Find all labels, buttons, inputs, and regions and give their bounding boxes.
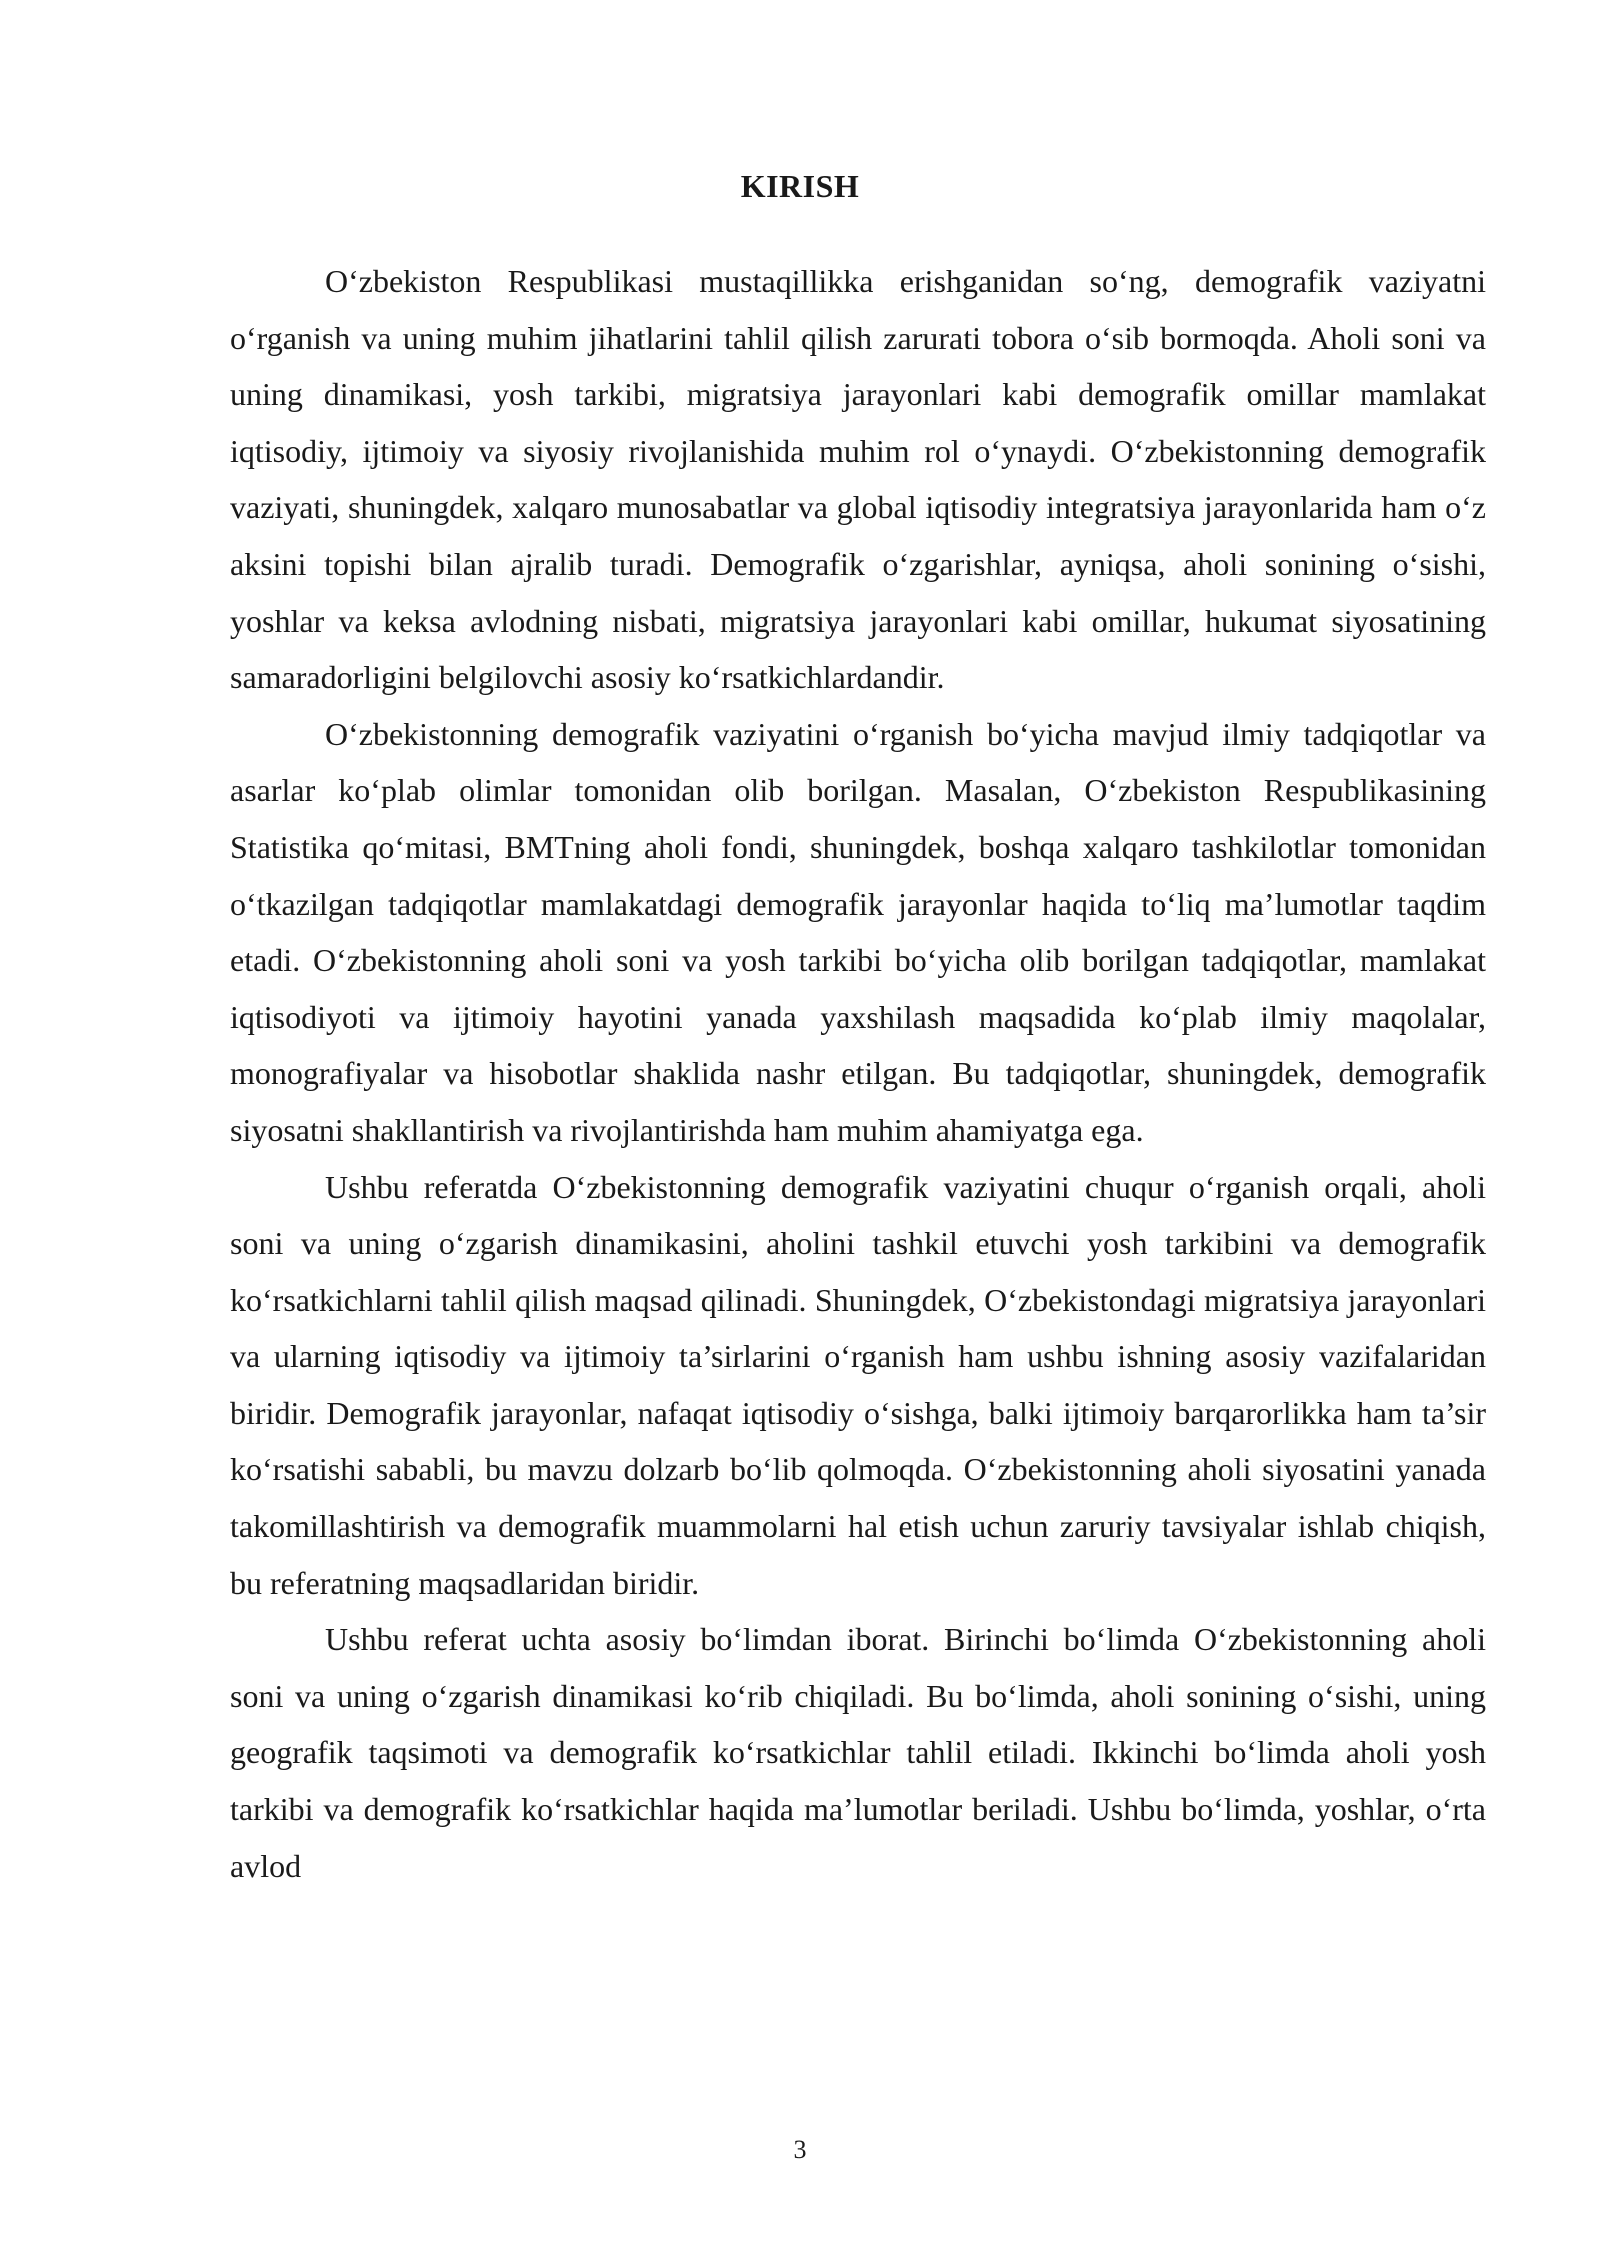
page-title: KIRISH [740, 168, 860, 204]
page-number: 3 [793, 2135, 807, 2164]
paragraph-3: Ushbu referatda O‘zbekistonning demografik vaziyatini chuqur o‘rganish orqali, aholi soni va uning o‘zgarish dinamikasini, aholini tashkil etuvchi yosh tarkibini va demografik ko‘rsatkichlarni tahlil qilish maqsad qilinadi. Shuningdek, O‘zbekistondagi migratsiya jarayonlari va ularning iqtisodiy va ijtimoiy ta’sirlarini o‘rganish ham ushbu ishning asosiy vazifalaridan biridir. Demografik jarayonlar, nafaqat iqtisodiy o‘sishga, balki ijtimoiy barqarorlikka ham ta’sir ko‘rsatishi sababli, bu mavzu dolzarb bo‘lib qolmoqda. O‘zbekistonning aholi siyosatini yanada takomillashtirish va demografik muammolarni hal etish uchun zaruriy tavsiyalar ishlab chiqish, bu referatning maqsadlaridan biridir. [230, 1168, 1486, 1601]
paragraph-1: O‘zbekiston Respublikasi mustaqillikka erishganidan so‘ng, demografik vaziyatni o‘rganish va uning muhim jihatlarini tahlil qilish zarurati tobora o‘sib bormoqda. Aholi soni va uning dinamikasi, yosh tarkibi, migratsiya jarayonlari kabi demografik omillar mamlakat iqtisodiy, ijtimoiy va siyosiy rivojlanishida muhim rol o‘ynaydi. O‘zbekistonning demografik vaziyati, shuningdek, xalqaro munosabatlar va global iqtisodiy integratsiya jarayonlarida ham o‘z aksini topishi bilan ajralib turadi. Demografik o‘zgarishlar, ayniqsa, aholi sonining o‘sishi, yoshlar va keksa avlodning nisbati, migratsiya jarayonlari kabi omillar, hukumat siyosatining samaradorligini belgilovchi asosiy ko‘rsatkichlardandir. [230, 263, 1486, 696]
paragraph-2: O‘zbekistonning demografik vaziyatini o‘rganish bo‘yicha mavjud ilmiy tadqiqotlar va asarlar ko‘plab olimlar tomonidan olib borilgan. Masalan, O‘zbekiston Respublikasining Statistika qo‘mitasi, BMTning aholi fondi, shuningdek, boshqa xalqaro tashkilotlar tomonidan o‘tkazilgan tadqiqotlar mamlakatdagi demografik jarayonlar haqida to‘liq ma’lumotlar taqdim etadi. O‘zbekistonning aholi soni va yosh tarkibi bo‘yicha olib borilgan tadqiqotlar, mamlakat iqtisodiyoti va ijtimoiy hayotini yanada yaxshilash maqsadida ko‘plab ilmiy maqolalar, monografiyalar va hisobotlar shaklida nashr etilgan. Bu tadqiqotlar, shuningdek, demografik siyosatni shakllantirish va rivojlantirishda ham muhim ahamiyatga ega. [230, 715, 1486, 1148]
body-text [230, 253, 1486, 1894]
paragraph-4: Ushbu referat uchta asosiy bo‘limdan iborat. Birinchi bo‘limda O‘zbekistonning aholi soni va uning o‘zgarish dinamikasi ko‘rib chiqiladi. Bu bo‘limda, aholi sonining o‘sishi, uning geografik taqsimoti va demografik ko‘rsatkichlar tahlil etiladi. Ikkinchi bo‘limda aholi yosh tarkibi va demografik ko‘rsatkichlar haqida ma’lumotlar beriladi. Ushbu bo‘limda, yoshlar, o‘rta avlod [230, 1621, 1486, 1884]
